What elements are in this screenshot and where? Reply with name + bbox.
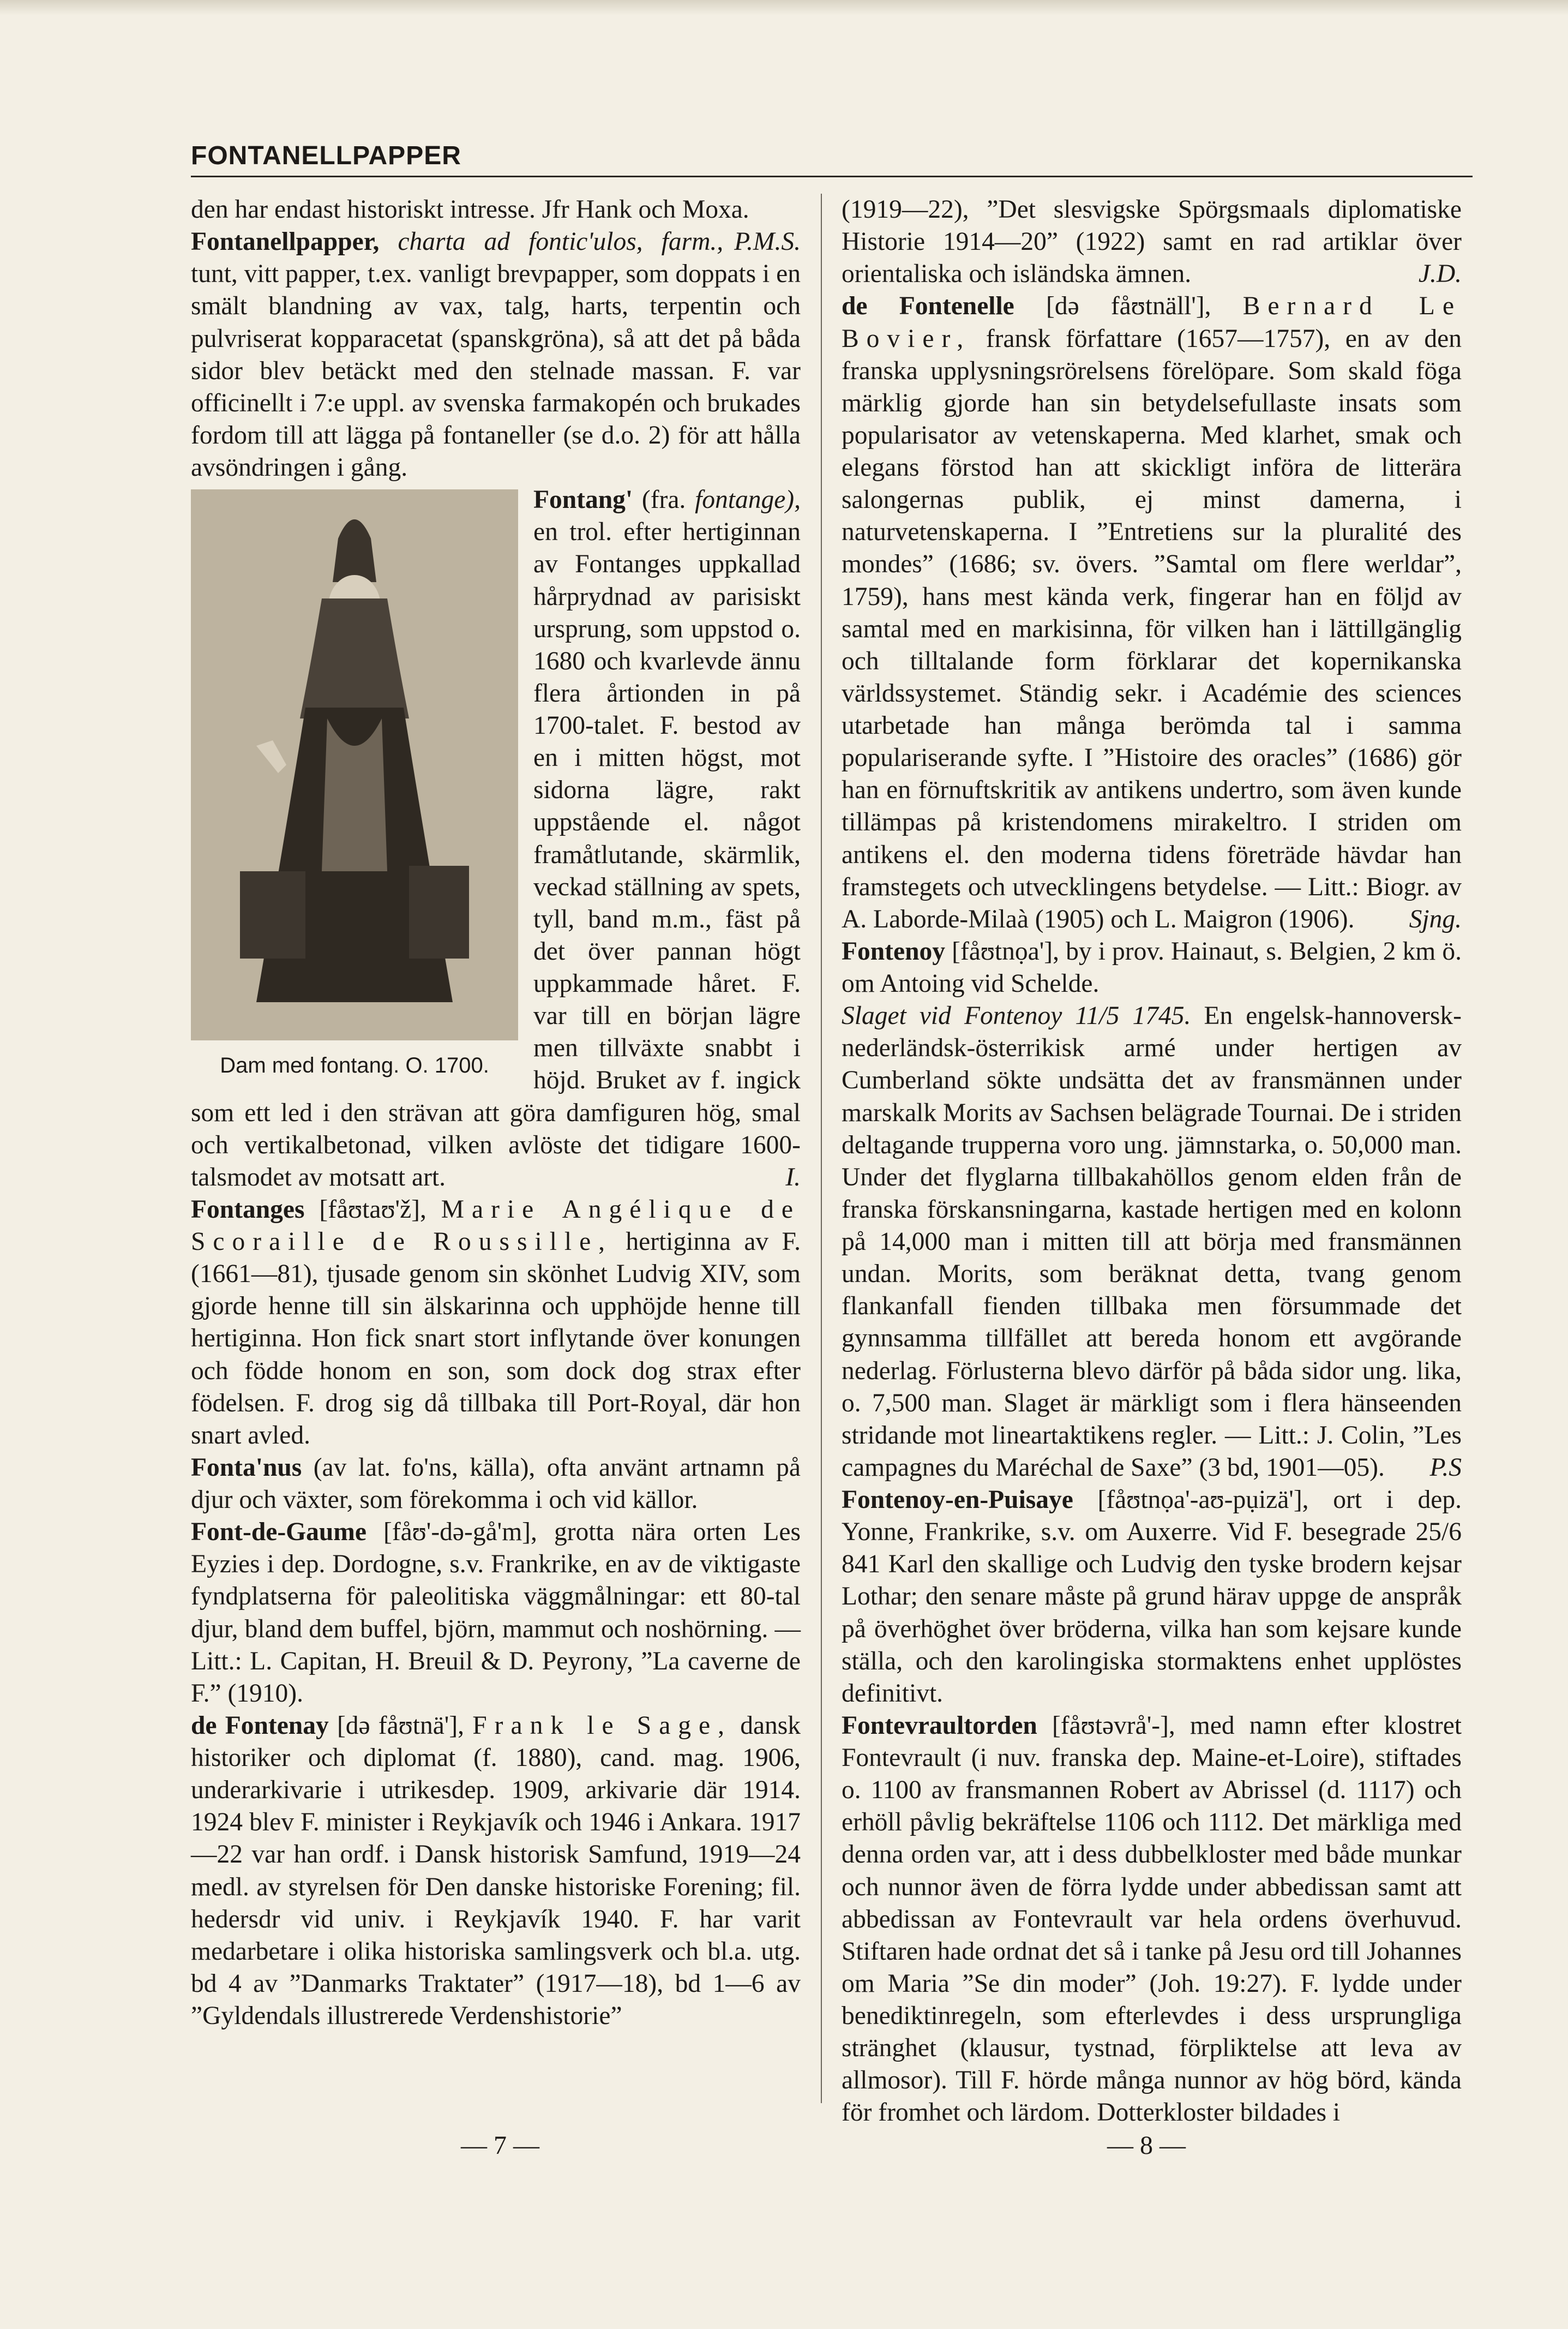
headword: Fontenoy xyxy=(842,937,945,966)
headword: Fontang' xyxy=(533,486,633,514)
signature: P.M.S. xyxy=(734,227,801,256)
entry-slaget-vid-fontenoy: Slaget vid Fontenoy 11/5 1745. En engelsk-hannoversk-nederländsk-österrikisk armé under hertigen av Cumberland sökte undsätta det av fransmännen under marskalk Morits av Sachsen belägrade Tournai. De i striden deltagande trupperna voro ung. jämnstarka, o. 50,000 man. Under det flyglarna tillbakahöllos genom elden från de franska förskansningarna, kastade hertigen med en kolonn på 14,000 man i mitten till att börja med fransmännen undan. Morits, som beräknat detta, tvang genom flankanfall fienden tillbaka men försummade det gynnsamma tillfället att bereda honom ett avgörande nederlag. Förlusterna blevo därför på båda sidor ung. lika, o. 7,500 man. Slaget är märkligt som i flera hänseenden stridande mot lineartaktikens regler. — Litt.: J. Colin, ”Les campagnes du Maréchal de Saxe” (3 bd, 1901—05). P.S xyxy=(842,1000,1462,1484)
running-head: FONTANELLPAPPER xyxy=(191,141,461,170)
page-edge xyxy=(0,0,1568,15)
headword: Fontanellpapper, xyxy=(191,227,380,256)
entry-fontang: Fontang' (fra. fontange), Dam med fontang. O. 1700. en trol. efter hertiginnan av Fontanges uppkallad hårprydnad av parisiskt ursprung, som uppstod o. 1680 och kvarlevde ännu flera årtionden in på 1700-talet. F. bestod av en i mitten högst, mot sidorna lägre, rakt uppstående el. något framåtlutande, skärmlik, veckad ställning av spets, tyll, band m.m., fäst på det över pannan högt uppkammade håret. F. var till en början lägre men tillväxte snabbt i höjd. Bruket av f. ingick som ett led i den strävan att göra damfiguren hög, smal och vertikalbetonad, vilken avlöste det tidigare 1600-talsmodet av motsatt art. I. xyxy=(191,484,801,1194)
entry-fontanges: Fontanges [fåʊtaʊ'ž], Marie Angélique de Scoraille de Roussille, hertiginna av F. (1661—81), tjusade genom sin skönhet Ludvig XIV, som gjorde henne till sin älskarinna och upphöjde henne till hertiginna. Hon fick snart stort inflytande över konungen och födde honom en son, som dock dog strax efter födelsen. F. drog sig då tillbaka till Port-Royal, där hon snart avled. xyxy=(191,1195,801,1450)
right-column xyxy=(842,194,1462,2129)
headword: Fonta'nus xyxy=(191,1453,302,1482)
entry-de-fontenay: de Fontenay [də fåʊtnä'], Frank le Sage, dansk historiker och diplomat (f. 1880), cand. mag. 1906, underarkivarie i utrikesdep. 1909, arkivarie där 1914. 1924 blev F. minister i Reykjavík och 1946 i Ankara. 1917—22 var han ordf. i Dansk historisk Samfund, 1919—24 medl. av styrelsen för Den danske historiske Forening; fil. hedersdr vid univ. i Reykjavík 1940. F. har varit medarbetare i olika historiska samlingsverk och bl.a. utg. bd 4 av ”Danmarks Traktater” (1917—18), bd 1—6 av ”Gyldendals illustrerede Verdenshistorie” xyxy=(191,1711,801,2030)
page-number-left: — 7 — xyxy=(461,2131,539,2160)
signature: I. xyxy=(785,1163,801,1192)
headword: de Fontenay xyxy=(191,1711,329,1740)
entry-fontanus: Fonta'nus (av lat. fo'ns, källa), ofta använt artnamn på djur och växter, som förekomma i och vid källor. xyxy=(191,1453,801,1514)
signature: Sjng. xyxy=(1409,905,1462,933)
entry-font-de-gaume: Font-de-Gaume [fåʊ'-də-gå'm], grotta nära orten Les Eyzies i dep. Dordogne, s.v. Frankrike, en av de viktigaste fyndplatserna för paleolitiska väggmålningar: ett 80-tal djur, bland dem buffel, björn, mammut och noshörning. — Litt.: L. Capitan, H. Breuil & D. Peyrony, ”La caverne de F.” (1910). xyxy=(191,1518,801,1708)
headword: de Fontenelle xyxy=(842,292,1014,321)
headword: Fontanges xyxy=(191,1195,305,1224)
entry-de-fontenelle: de Fontenelle [də fåʊtnäll'], Bernard Le Bovier, fransk författare (1657—1757), en av den franska upplysningsrörelsens förelöpare. Som skald föga märklig gjorde han sin betydelsefullaste insats som popularisator av vetenskaperna. Med klarhet, smak och elegans förstod han att skickligt införa de litterära salongernas publik, ej minst damerna, i naturvetenskaperna. I ”Entretiens sur la pluralité des mondes” (1686; sv. övers. ”Samtal om flere werldar”, 1759), hans mest kända verk, fingerar han en följd av samtal med en markisinna, för vilken han i lättillgänglig och tilltalande form förklarar det kopernikanska världssystemet. Ständig sekr. i Académie des sciences utarbetade han många berömda tal i samma populariserande syfte. I ”Histoire des oracles” (1686) gör han en förnuftskritik av antikens undertro, som även kunde tillämpas på kristendomens mirakeltro. I striden om antikens el. den moderna tidens företräde hävdar han framstegets och utvecklingens betydelse. — Litt.: Biogr. av A. Laborde-Milaà (1905) och L. Maigron (1906). Sjng. xyxy=(842,290,1462,936)
signature: P.S xyxy=(1429,1453,1462,1482)
headword: Fontevraultorden xyxy=(842,1711,1037,1740)
left-column xyxy=(191,194,801,2032)
header-rule xyxy=(191,176,1473,177)
engraving-image xyxy=(191,489,518,1040)
signature: J.D. xyxy=(1418,260,1462,289)
column-divider xyxy=(821,194,822,2103)
entry-fontanellpapper: Fontanellpapper, charta ad fontic'ulos, farm., tunt, vitt papper, t.ex. vanligt brevpapper, som doppats i en smält blandning av vax, talg, harts, terpentin och pulvriserat kopparacetat (spanskgröna), så att det på båda sidor blev betäckt med den stelnade massan. F. var officinellt i 7:e uppl. av svenska farmakopén och brukades fordom till att lägga på fontaneller (se d.o. 2) för att hålla avsöndringen i gång. xyxy=(191,227,801,482)
figure-fontang xyxy=(191,489,518,1080)
entry-fontenoy: Fontenoy [fåʊtnọa'], by i prov. Hainaut, s. Belgien, 2 km ö. om Antoing vid Schelde. xyxy=(842,937,1462,998)
figure-caption: Dam med fontang. O. 1700. xyxy=(220,1053,489,1078)
headword: Font-de-Gaume xyxy=(191,1518,367,1547)
entry-fontevraultorden: Fontevraultorden [fåʊtəvrå'-], med namn efter klostret Fontevrault (i nuv. franska dep. Maine-et-Loire), stiftades o. 1100 av fransmannen Robert av Abrissel (d. 1117) och erhöll påvlig bekräftelse 1106 och 1112. Det märkliga med denna orden var, att i dess dubbelkloster med både munkar och nunnor även de förra lydde under abbedissan samt att abbedissan av Fontevrault var hela ordens överhuvud. Stiftaren hade ordnat det så i tanke på Jesu ord till Johannes om Maria ”Se din moder” (Joh. 19:27). F. lydde under benediktinregeln, som efterlevdes i dess ursprungliga stränghet (klausur, tystnad, förpliktelse att leva av allmosor). Till F. hörde många nunnor av hög börd, kända för fromhet och lärdom. Dotterkloster bildades i xyxy=(842,1711,1462,2127)
entry-p1: den har endast historiskt intresse. Jfr Hank och Moxa. P.M.S. xyxy=(191,194,801,226)
page-number-right: — 8 — xyxy=(1107,2131,1186,2160)
headword: Fontenoy-en-Puisaye xyxy=(842,1486,1073,1514)
entry-fontenoy-en-puisaye: Fontenoy-en-Puisaye [fåʊtnọa'-aʊ-pụizä'], ort i dep. Yonne, Frankrike, s.v. om Auxerre. Vid F. besegrade 25/6 841 Karl den skallige och Ludvig den tyske brodern kejsar Lothar; den senare måste på grund härav uppge de anspråk på överhöghet över bröderna, vilka han som kejsare kunde ställa, och den karolingiska stormaktens enhet upplöstes definitivt. xyxy=(842,1486,1462,1708)
entry-continuation: (1919—22), ”Det slesvigske Spörgsmaals diplomatiske Historie 1914—20” (1922) samt en rad artiklar över orientaliska och isländska ämnen. J.D. xyxy=(842,194,1462,290)
